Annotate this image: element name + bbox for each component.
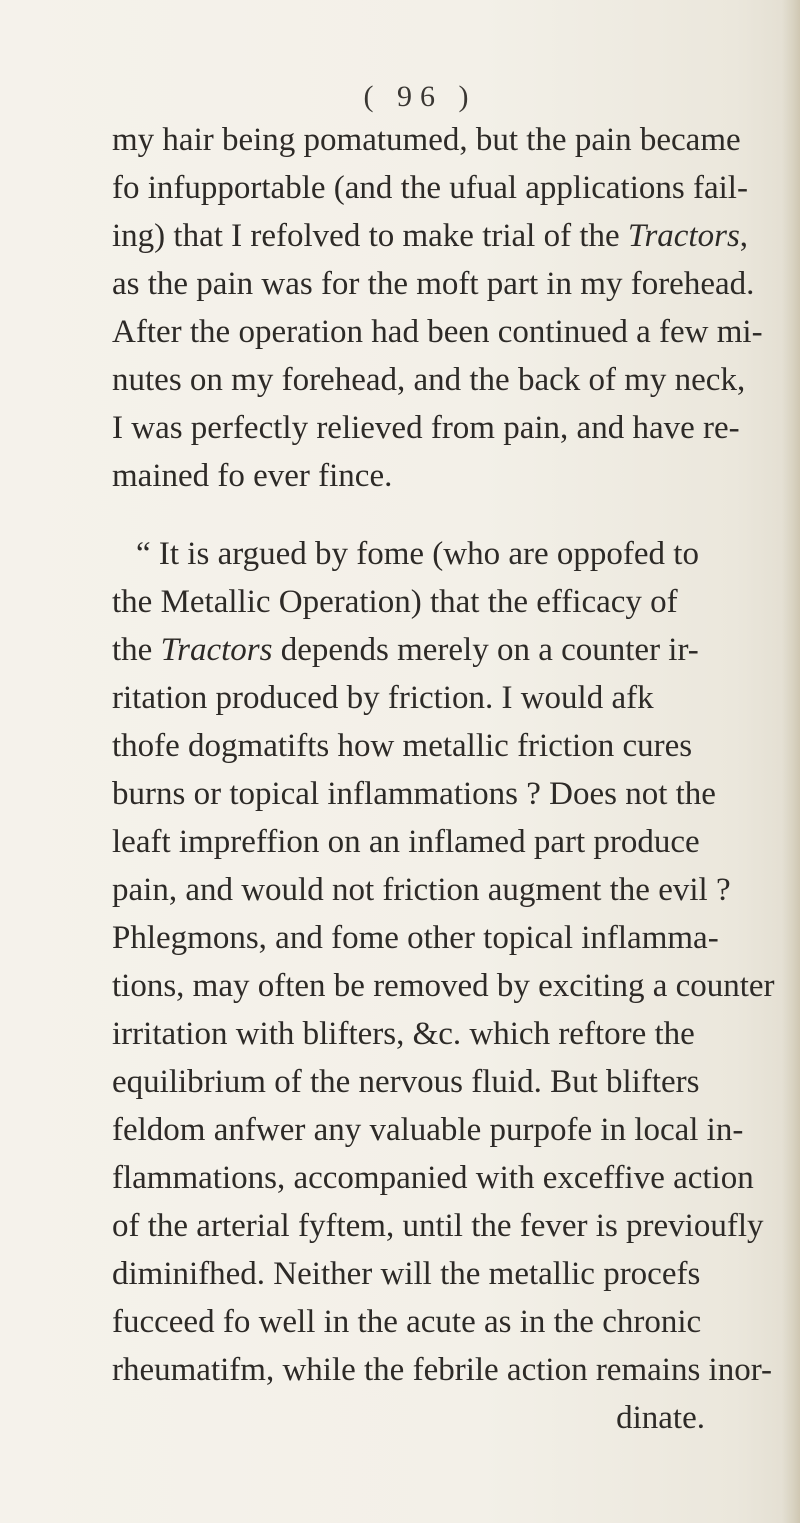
text-line: Phlegmons, and fome other topical inflamma- — [112, 920, 719, 956]
page-number: ( 96 ) — [363, 80, 477, 113]
text-line-part: ing) that I refolved to make trial of the — [112, 218, 628, 254]
text-line: thofe dogmatifts how metallic friction cures — [112, 728, 693, 764]
text-line: as the pain was for the moft part in my forehead. — [112, 266, 755, 302]
text-line-part: , — [739, 218, 749, 254]
text-line: flammations, accompanied with exceffive action — [112, 1160, 754, 1196]
text-line — [112, 634, 699, 667]
text-line: mained fo ever fince. — [112, 458, 393, 494]
text-line: diminifhed. Neither will the metallic procefs — [112, 1256, 701, 1292]
text-line: fo infupportable (and the ufual applications fail- — [112, 170, 748, 206]
text-line: burns or topical inflammations ? Does not the — [112, 776, 716, 812]
text-line-part: depends merely on a counter ir- — [272, 632, 699, 668]
italic-term: Tractors — [627, 218, 740, 254]
text-line: of the arterial fyftem, until the fever is previoufly — [112, 1208, 764, 1244]
text-line-part: the — [112, 632, 161, 668]
text-line: pain, and would not friction augment the evil ? — [112, 872, 731, 908]
text-line — [112, 220, 748, 253]
text-line: rheumatifm, while the febrile action remains inor- — [112, 1352, 773, 1388]
text-line: my hair being pomatumed, but the pain became — [112, 122, 741, 158]
text-line: nutes on my forehead, and the back of my neck, — [112, 362, 746, 398]
text-line: I was perfectly relieved from pain, and have re- — [112, 410, 740, 446]
text-line: tions, may often be removed by exciting a counter — [112, 968, 775, 1004]
text-line: ritation produced by friction. I would afk — [112, 680, 654, 716]
italic-term: Tractors — [160, 632, 273, 668]
text-line: After the operation had been continued a few mi- — [112, 314, 763, 350]
page-edge-shadow — [782, 0, 800, 1523]
text-line: equilibrium of the nervous fluid. But blifters — [112, 1064, 700, 1100]
text-line: leaft impreffion on an inflamed part produce — [112, 824, 700, 860]
text-line: feldom anfwer any valuable purpofe in local in- — [112, 1112, 744, 1148]
text-line: the Metallic Operation) that the efficacy of — [112, 584, 678, 620]
text-line: irritation with blifters, &c. which reftore the — [112, 1016, 695, 1052]
text-line: dinate. — [616, 1400, 705, 1436]
text-line: “ It is argued by fome (who are oppofed to — [136, 536, 699, 572]
text-line: fucceed fo well in the acute as in the chronic — [112, 1304, 702, 1340]
